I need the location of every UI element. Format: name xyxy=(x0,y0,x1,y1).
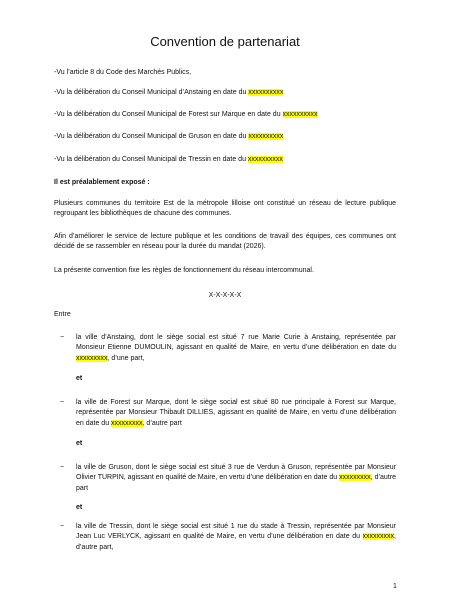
list-dash-icon: − xyxy=(60,399,65,406)
visa-line xyxy=(54,132,396,142)
party-text: la ville d’Anstaing, dont le siège social est situé 7 rue Marie Curie à Anstaing, représentée par Monsieur Etienne DUMOULIN, agissant en qualité de Maire, en vertu d’une délibération en date du xyxy=(76,334,396,352)
paragraph: Afin d’améliorer le service de lecture publique et les conditions de travail des équipes, ces communes ont décidé de se rassembler en réseau pour la durée du mandat (2026). xyxy=(54,233,396,251)
party-text: la ville de Gruson, dont le siège social est situé 3 rue de Verdun à Gruson, représentée par Monsieur Olivier TURPIN, agissant en qualité de Maire, en vertu d’une délibération en date du xyxy=(76,464,396,482)
visa-text: -Vu la délibération du Conseil Municipal de Gruson en date du xyxy=(54,133,249,140)
highlighted-placeholder: xxxxxxxxxx xyxy=(248,89,284,96)
visa-text: -Vu la délibération du Conseil Municipal de Forest sur Marque en date du xyxy=(54,111,283,118)
visa-line xyxy=(54,68,396,78)
list-dash-icon: − xyxy=(60,464,65,471)
paragraph: Plusieurs communes du territoire Est de la métropole lilloise ont constitué un réseau de lecture publique regroupant les bibliothèques de chacune des communes. xyxy=(54,200,396,218)
highlighted-placeholder: xxxxxxxxxx xyxy=(248,133,284,140)
entre-label: Entre xyxy=(54,311,71,318)
party-anstaing xyxy=(76,333,396,364)
et-label: et xyxy=(76,375,83,382)
party-suffix: , d’une part, xyxy=(107,354,145,362)
party-gruson xyxy=(76,463,396,494)
highlighted-placeholder: xxxxxxxxx xyxy=(339,474,371,482)
highlighted-placeholder: xxxxxxxxx xyxy=(362,533,395,541)
preamble-heading: Il est préalablement exposé : xyxy=(54,179,150,186)
party-suffix: , d’autre part xyxy=(76,474,396,492)
highlighted-placeholder: xxxxxxxxx xyxy=(76,354,108,362)
party-tressin xyxy=(76,522,396,553)
party-forest-sur-marque xyxy=(76,398,396,429)
party-suffix: , d’autre part xyxy=(142,419,182,427)
party-text: la ville de Forest sur Marque, dont le siège social est situé 80 rue principale à Forest sur Marque, représentée par Monsieur Thibault DILLIES, agissant en qualité de Maire, en vertu d’une délibération en date du xyxy=(76,399,396,427)
visa-line xyxy=(54,155,396,165)
visa-text: -Vu la délibération du Conseil Municipal de Tressin en date du xyxy=(54,156,248,163)
list-dash-icon: − xyxy=(60,523,65,530)
paragraph: La présente convention fixe les règles de fonctionnement du réseau intercommunal. xyxy=(54,267,314,274)
et-label: et xyxy=(76,440,83,447)
visa-text: -Vu l’article 8 du Code des Marchés Publics, xyxy=(54,69,192,76)
highlighted-placeholder: xxxxxxxxxx xyxy=(282,111,318,118)
highlighted-placeholder: xxxxxxxxx xyxy=(111,419,143,427)
list-dash-icon: − xyxy=(60,334,65,341)
visa-line xyxy=(54,88,396,98)
visa-line xyxy=(54,110,396,120)
page-number: 1 xyxy=(393,583,397,590)
highlighted-placeholder: xxxxxxxxxx xyxy=(247,156,283,163)
separator: X-X-X-X-X xyxy=(208,292,242,299)
document-title: Convention de partenariat xyxy=(150,34,300,49)
visa-text: -Vu la délibération du Conseil Municipal d’Anstaing en date du xyxy=(54,89,249,96)
party-text: la ville de Tressin, dont le siège social est situé 1 rue du stade à Tressin, représentée par Monsieur Jean Luc VERLYCK, agissant en qualité de Maire, en vertu d’une délibération en date du xyxy=(76,523,396,541)
et-label: et xyxy=(76,504,83,511)
party-suffix: , d’autre part, xyxy=(76,533,396,551)
